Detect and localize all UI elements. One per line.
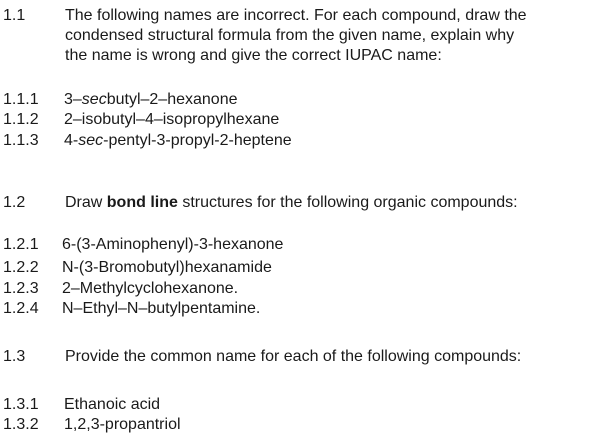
item-number: 1.3.2: [3, 416, 39, 433]
item-text: Ethanoic acid: [64, 396, 161, 413]
item-text: 6-(3-Aminophenyl)-3-hexanone: [62, 236, 284, 253]
item-number: 1.2.3: [3, 280, 39, 297]
item-text: N-(3-Bromobutyl)hexanamide: [62, 259, 272, 276]
item-text: 1,2,3-propantriol: [64, 416, 181, 433]
item-number: 1.1.2: [3, 111, 39, 128]
item-number: 1.1.3: [3, 132, 39, 149]
item-number: 1.2.1: [3, 236, 39, 253]
item-number: 1.2.4: [3, 300, 39, 317]
item-number: 1.3.1: [3, 396, 39, 413]
item-text: 2–Methylcyclohexanone.: [62, 280, 239, 297]
item-text: 2–isobutyl–4–isopropylhexane: [64, 111, 280, 128]
item-number: 1.1.1: [3, 91, 39, 108]
section-number: 1.2: [3, 194, 26, 211]
section-number: 1.3: [3, 348, 26, 365]
item-text: 3–secbutyl–2–hexanone: [64, 91, 238, 108]
instruction-line: Provide the common name for each of the following compounds:: [65, 348, 522, 365]
item-text: 4-sec-pentyl-3-propyl-2-heptene: [64, 132, 292, 149]
instruction-line-3: the name is wrong and give the correct IUPAC name:: [65, 47, 442, 64]
instruction-line-1: The following names are incorrect. For each compound, draw the: [65, 7, 527, 24]
item-text: N–Ethyl–N–butylpentamine.: [62, 300, 261, 317]
instruction-line: Draw bond line structures for the following organic compounds:: [65, 194, 518, 211]
instruction-line-2: condensed structural formula from the given name, explain why: [65, 27, 515, 44]
item-number: 1.2.2: [3, 259, 39, 276]
section-number: 1.1: [3, 7, 26, 24]
